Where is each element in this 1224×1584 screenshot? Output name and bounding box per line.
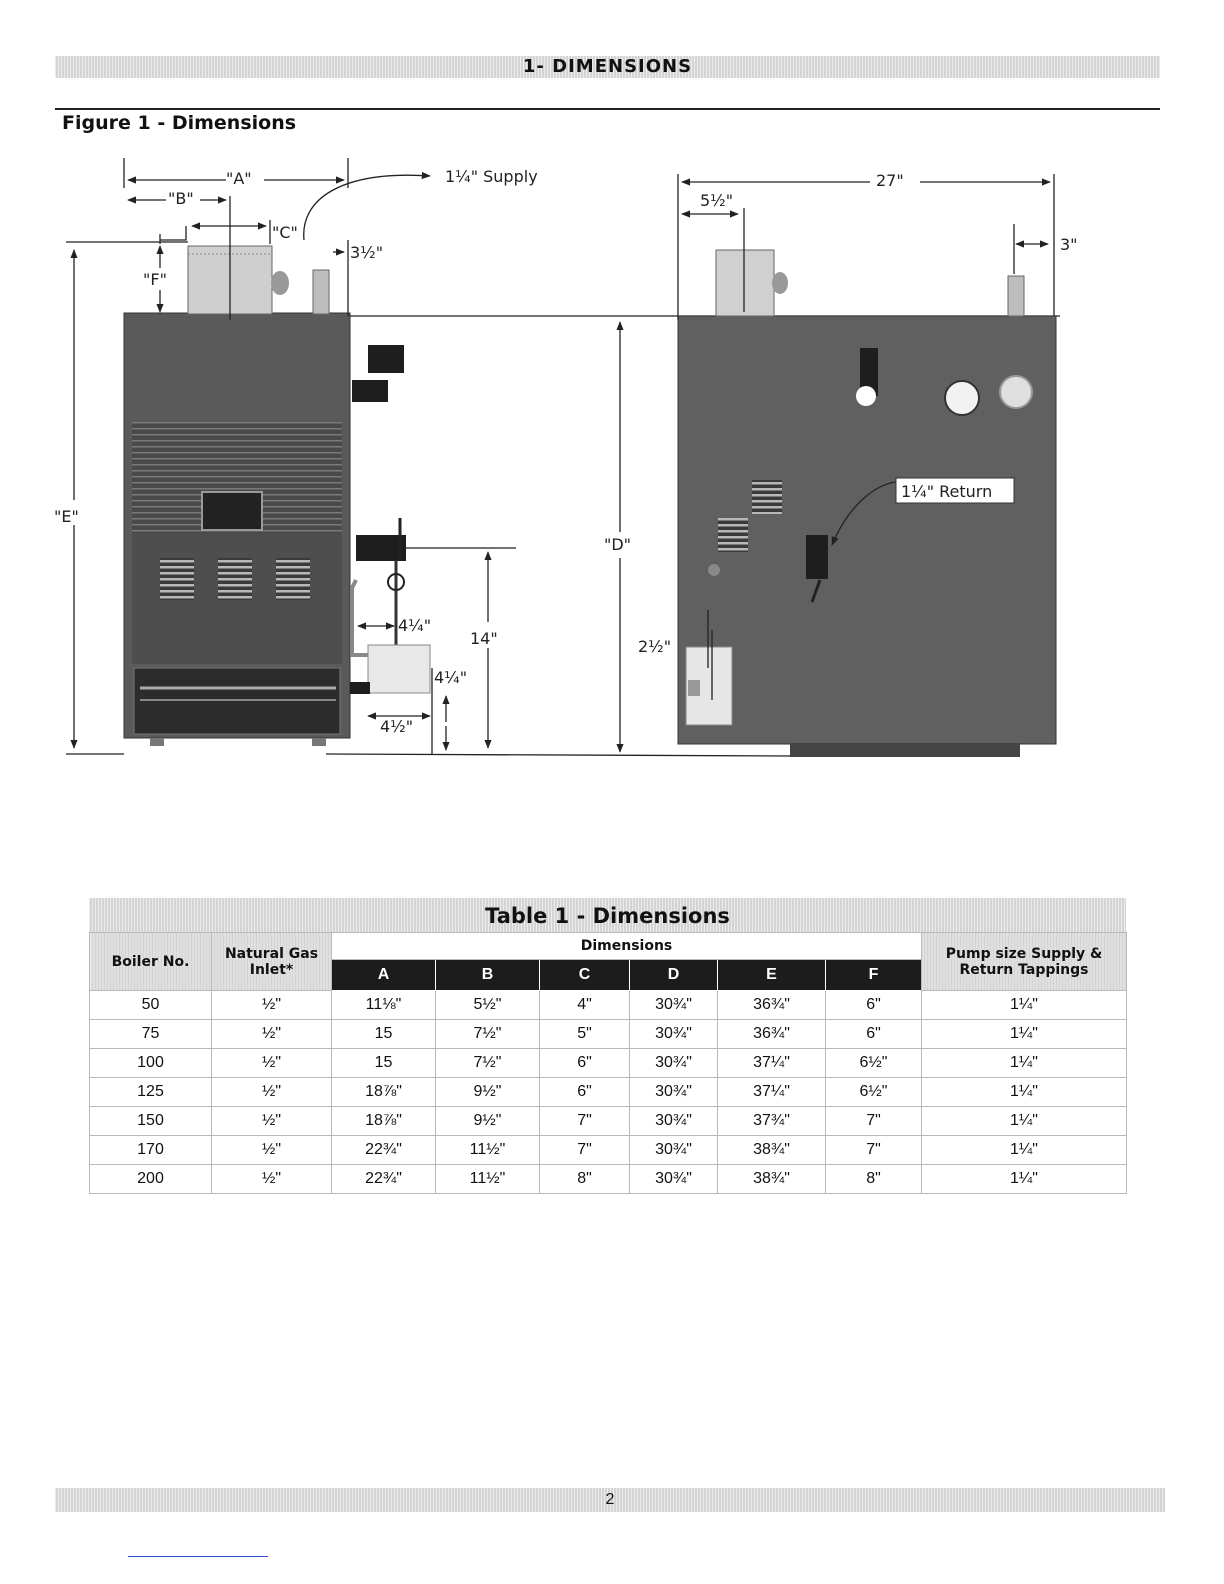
header-gas-inlet: Natural Gas Inlet* xyxy=(212,933,332,991)
cell-pump: 1¼" xyxy=(922,1136,1127,1165)
cell-boiler: 170 xyxy=(90,1136,212,1165)
header-b: B xyxy=(436,960,540,991)
header-a: A xyxy=(332,960,436,991)
label-two-half: 2½" xyxy=(638,637,672,656)
front-vent-3 xyxy=(276,558,310,600)
label-twenty-seven: 27" xyxy=(876,171,904,190)
cell-gas: ½" xyxy=(212,1165,332,1194)
cell-e: 38¾" xyxy=(718,1136,826,1165)
gas-valve xyxy=(368,645,430,693)
front-view xyxy=(124,246,430,746)
cell-boiler: 100 xyxy=(90,1049,212,1078)
cell-a: 18⅞" xyxy=(332,1078,436,1107)
header-divider xyxy=(55,108,1160,110)
cell-a: 15 xyxy=(332,1020,436,1049)
flue-elbow xyxy=(271,271,289,295)
label-d: "D" xyxy=(604,535,632,554)
label-a: "A" xyxy=(226,169,252,188)
cell-boiler: 150 xyxy=(90,1107,212,1136)
cell-d: 30¾" xyxy=(630,1049,718,1078)
cell-pump: 1¼" xyxy=(922,991,1127,1020)
cell-b: 9½" xyxy=(436,1107,540,1136)
cell-b: 9½" xyxy=(436,1078,540,1107)
cell-f: 6½" xyxy=(826,1049,922,1078)
figure-caption: Figure 1 - Dimensions xyxy=(62,112,297,134)
cell-d: 30¾" xyxy=(630,1078,718,1107)
cell-gas: ½" xyxy=(212,1136,332,1165)
cell-c: 5" xyxy=(540,1020,630,1049)
sight-window xyxy=(202,492,262,530)
cell-f: 7" xyxy=(826,1107,922,1136)
section-title: 1- DIMENSIONS xyxy=(522,56,693,77)
label-three-half: 3½" xyxy=(350,243,384,262)
table-row xyxy=(90,991,1127,1020)
cell-gas: ½" xyxy=(212,1020,332,1049)
cell-d: 30¾" xyxy=(630,1107,718,1136)
front-vent-1 xyxy=(160,558,194,600)
cell-d: 30¾" xyxy=(630,991,718,1020)
side-vent-2 xyxy=(718,518,748,552)
cell-a: 15 xyxy=(332,1049,436,1078)
cell-c: 7" xyxy=(540,1107,630,1136)
header-e: E xyxy=(718,960,826,991)
front-vent-2 xyxy=(218,558,252,600)
cell-pump: 1¼" xyxy=(922,1049,1127,1078)
cell-e: 37¼" xyxy=(718,1049,826,1078)
cell-gas: ½" xyxy=(212,1049,332,1078)
cell-f: 6" xyxy=(826,1020,922,1049)
label-four-half: 4½" xyxy=(380,717,414,736)
cell-boiler: 125 xyxy=(90,1078,212,1107)
header-pump-size: Pump size Supply & Return Tappings xyxy=(922,933,1127,991)
relief-valve xyxy=(368,345,404,373)
cell-pump: 1¼" xyxy=(922,1078,1127,1107)
pressure-gauge-icon xyxy=(945,381,979,415)
cell-c: 8" xyxy=(540,1165,630,1194)
cell-pump: 1¼" xyxy=(922,1107,1127,1136)
cell-f: 7" xyxy=(826,1136,922,1165)
header-c: C xyxy=(540,960,630,991)
cell-e: 36¾" xyxy=(718,991,826,1020)
cell-f: 6" xyxy=(826,991,922,1020)
cell-a: 11⅛" xyxy=(332,991,436,1020)
label-return: 1¼" Return xyxy=(901,482,993,501)
cell-d: 30¾" xyxy=(630,1020,718,1049)
cell-gas: ½" xyxy=(212,1078,332,1107)
table-row xyxy=(90,1020,1127,1049)
label-fourteen: 14" xyxy=(470,629,498,648)
label-c: "C" xyxy=(272,223,298,242)
return-pipe xyxy=(806,535,828,579)
cell-f: 6½" xyxy=(826,1078,922,1107)
cell-b: 7½" xyxy=(436,1020,540,1049)
side-supply-pipe xyxy=(1008,276,1024,316)
table-title: Table 1 - Dimensions xyxy=(89,898,1126,932)
table-row xyxy=(90,1107,1127,1136)
cell-boiler: 75 xyxy=(90,1020,212,1049)
label-four-quarter-1: 4¼" xyxy=(398,616,432,635)
dimensions-table-container xyxy=(89,898,1126,1194)
cell-d: 30¾" xyxy=(630,1165,718,1194)
temperature-gauge-icon xyxy=(1000,376,1032,408)
cell-e: 38¾" xyxy=(718,1165,826,1194)
cell-pump: 1¼" xyxy=(922,1165,1127,1194)
header-d: D xyxy=(630,960,718,991)
table-row xyxy=(90,1136,1127,1165)
cell-b: 11½" xyxy=(436,1136,540,1165)
cell-a: 22¾" xyxy=(332,1165,436,1194)
label-supply: 1¼" Supply xyxy=(445,167,538,186)
page-footer xyxy=(55,1488,1165,1512)
cell-boiler: 200 xyxy=(90,1165,212,1194)
cell-f: 8" xyxy=(826,1165,922,1194)
cell-gas: ½" xyxy=(212,1107,332,1136)
supply-pipe xyxy=(313,270,329,314)
cell-c: 4" xyxy=(540,991,630,1020)
cell-c: 6" xyxy=(540,1049,630,1078)
label-five-half: 5½" xyxy=(700,191,734,210)
cell-e: 36¾" xyxy=(718,1020,826,1049)
label-b: "B" xyxy=(168,189,194,208)
label-three: 3" xyxy=(1060,235,1078,254)
cell-e: 37¾" xyxy=(718,1107,826,1136)
page-number: 2 xyxy=(605,1491,615,1508)
table-row xyxy=(90,1049,1127,1078)
cell-gas: ½" xyxy=(212,991,332,1020)
label-four-quarter-2: 4¼" xyxy=(434,668,468,687)
side-vent-1 xyxy=(752,480,782,514)
boiler-dimension-diagram xyxy=(0,140,1224,780)
cell-c: 6" xyxy=(540,1078,630,1107)
label-e: "E" xyxy=(54,507,79,526)
cell-a: 22¾" xyxy=(332,1136,436,1165)
section-header xyxy=(55,56,1160,78)
table-row xyxy=(90,1165,1127,1194)
cell-d: 30¾" xyxy=(630,1136,718,1165)
header-boiler-no: Boiler No. xyxy=(90,933,212,991)
label-f: "F" xyxy=(143,270,167,289)
table-row xyxy=(90,1078,1127,1107)
cell-b: 5½" xyxy=(436,991,540,1020)
header-f: F xyxy=(826,960,922,991)
footer-link-underline xyxy=(128,1556,268,1557)
cell-b: 7½" xyxy=(436,1049,540,1078)
cell-c: 7" xyxy=(540,1136,630,1165)
cell-boiler: 50 xyxy=(90,991,212,1020)
side-flue-collar xyxy=(716,250,774,316)
header-dimensions: Dimensions xyxy=(332,933,922,960)
cell-pump: 1¼" xyxy=(922,1020,1127,1049)
cell-b: 11½" xyxy=(436,1165,540,1194)
dimensions-table xyxy=(89,932,1127,1194)
cell-a: 18⅞" xyxy=(332,1107,436,1136)
cell-e: 37¼" xyxy=(718,1078,826,1107)
